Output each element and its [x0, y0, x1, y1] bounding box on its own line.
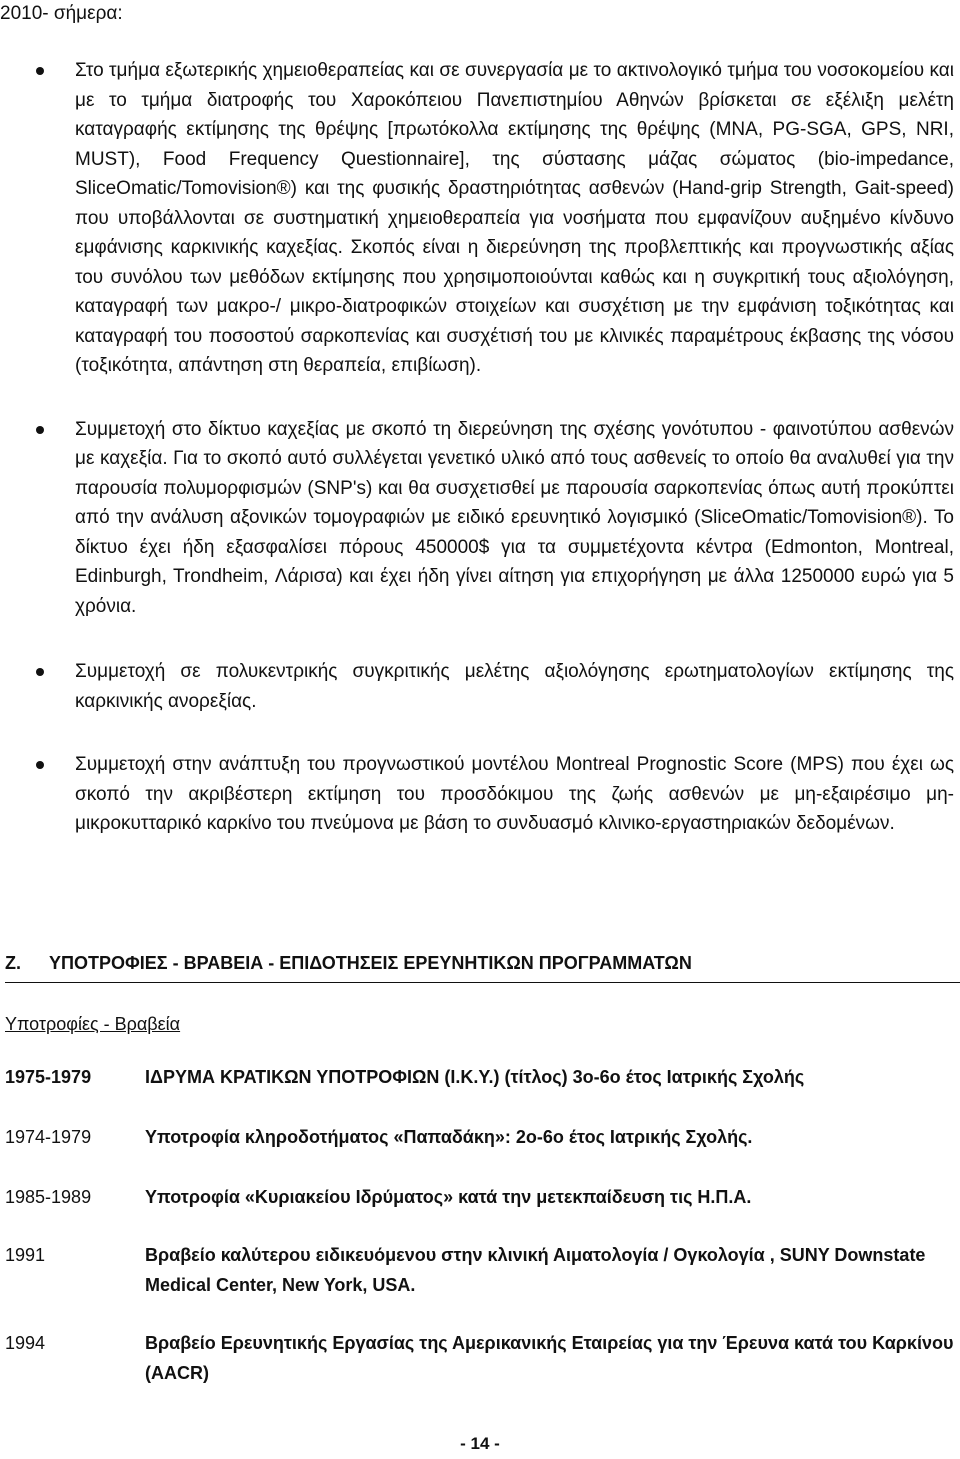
- page-number: - 14 -: [460, 1434, 500, 1453]
- list-item-text: Συμμετοχή στην ανάπτυξη του προγνωστικού μοντέλου Montreal Prognostic Score (MPS) που έχει ως σκοπό την ακριβέστερη εκτίμηση του προσδόκιμου της ζωής ασθενών με μη-εξαιρέσιμο μη-μικροκυτταρικό καρκίνο του πνεύμονα με βάση το συνδυασμό κλινικο-εργαστηριακών δεδομένων.: [75, 754, 954, 834]
- bullet-icon: [36, 668, 44, 676]
- bullet-icon: [36, 67, 44, 75]
- list-item-text: Συμμετοχή στο δίκτυο καχεξίας με σκοπό τη διερεύνηση της σχέσης γονότυπου - φαινοτύπου ασθενών με καχεξία. Για το σκοπό αυτό συλλέγεται γενετικό υλικό από τους ασθενείς το οποίο θα αναλυθεί για την παρουσία πολυμορφισμών (SNP's) και θα συσχετισθεί με παρουσία σαρκοπενίας όπως αυτή προκύπτει από την ανάλυση αξονικών τομογραφιών με ειδικό ερευνητικό λογισμικό (SliceOmatic/Tomovision®). Το δίκτυο έχει ήδη εξασφαλίσει πόρους 450000$ για τα συμμετέχοντα κέντρα (Edmonton, Montreal, Edinburgh, Trondheim, Λάρισα) και έχει ήδη γίνει αίτηση για επιχορήγηση με άλλα 1250000 ευρώ για 5 χρόνια.: [75, 418, 954, 617]
- list-item-text: Συμμετοχή σε πολυκεντρικής συγκριτικής μελέτης αξιολόγησης ερωτηματολογίων εκτίμησης της καρκινικής ανορεξίας.: [75, 661, 954, 712]
- award-row: [5, 1122, 960, 1152]
- award-row: [5, 1062, 960, 1092]
- award-year: 1975-1979: [5, 1067, 92, 1087]
- list-item-text: Στο τμήμα εξωτερικής χημειοθεραπείας και σε συνεργασία με το ακτινολογικό τμήμα του νοσοκομείου και με το τμήμα διατροφής του Χαροκόπειου Πανεπιστημίου Αθηνών βρίσκεται σε εξέλιξη μελέτη καταγραφής εκτίμησης της θρέψης [πρωτόκολλα εκτίμησης της θρέψης (MNA, PG-SGA, GPS, NRI, MUST), Food Frequency Questionnaire], της σύστασης μάζας σώματος (bio-impedance, SliceOmatic/Tomovision®) και της φυσικής δραστηριότητας ασθενών (Hand-grip Strength, Gait-speed) που υποβάλλονται σε συστηματική χημειοθεραπεία για νοσήματα που εμφανίζουν αυξημένο κίνδυνο εμφάνισης καρκινικής καχεξίας. Σκοπός είναι η διερεύνηση της προβλεπτικής και προγνωστικής αξίας του συνόλου των μεθόδων εκτίμησης που χρησιμοποιούνται καθώς και η συγκριτική τους αξιολόγηση, καταγραφή των μακρο-/ μικρο-διατροφικών στοιχείων και συσχέτιση με την εμφάνιση τοξικότητας και καταγραφή του ποσοστού σαρκοπενίας και συσχέτισή του με κλινικές παραμέτρους έκβασης της νόσου (τοξικότητα, απάντηση στη θεραπεία, επιβίωση).: [75, 60, 954, 376]
- award-text: Υποτροφία «Κυριακείου Ιδρύματος» κατά την μετεκπαίδευση τις Η.Π.Α.: [145, 1187, 752, 1207]
- award-year: 1994: [5, 1333, 46, 1353]
- era-heading: 2010- σήμερα:: [0, 3, 123, 24]
- award-year: 1985-1989: [5, 1187, 92, 1207]
- award-text: Βραβείο καλύτερου ειδικευόμενου στην κλινική Αιματολογία / Ογκολογία , SUNY Downstate Medical Center, New York, USA.: [145, 1245, 926, 1295]
- award-row: [5, 1328, 960, 1388]
- award-year: 1991: [5, 1245, 46, 1265]
- list-item: [0, 56, 960, 381]
- list-item: [0, 657, 960, 716]
- section-title-text: ΥΠΟΤΡΟΦΙΕΣ - ΒΡΑΒΕΙΑ - ΕΠΙΔΟΤΗΣΕΙΣ ΕΡΕΥΝΗΤΙΚΩΝ ΠΡΟΓΡΑΜΜΑΤΩΝ: [49, 953, 692, 973]
- award-year: 1974-1979: [5, 1127, 92, 1147]
- list-item: [0, 415, 960, 622]
- award-row: [5, 1182, 960, 1212]
- section-letter: Ζ.: [5, 953, 21, 973]
- bullet-icon: [36, 761, 44, 769]
- award-text: Υποτροφία κληροδοτήματος «Παπαδάκη»: 2ο-6ο έτος Ιατρικής Σχολής.: [145, 1127, 753, 1147]
- award-row: [5, 1240, 960, 1300]
- award-text: ΙΔΡΥΜΑ ΚΡΑΤΙΚΩΝ ΥΠΟΤΡΟΦΙΩΝ (Ι.Κ.Υ.) (τίτλος) 3ο-6ο έτος Ιατρικής Σχολής: [145, 1067, 805, 1087]
- award-list: [5, 1062, 960, 1388]
- section-title: [5, 950, 960, 983]
- bullet-icon: [36, 426, 44, 434]
- list-item: [0, 750, 960, 839]
- bullet-list: [0, 56, 960, 875]
- subsection-title: Υποτροφίες - Βραβεία: [5, 1014, 181, 1034]
- award-text: Βραβείο Ερευνητικής Εργασίας της Αμερικανικής Εταιρείας για την Έρευνα κατά του Καρκίνου (AACR): [145, 1333, 954, 1383]
